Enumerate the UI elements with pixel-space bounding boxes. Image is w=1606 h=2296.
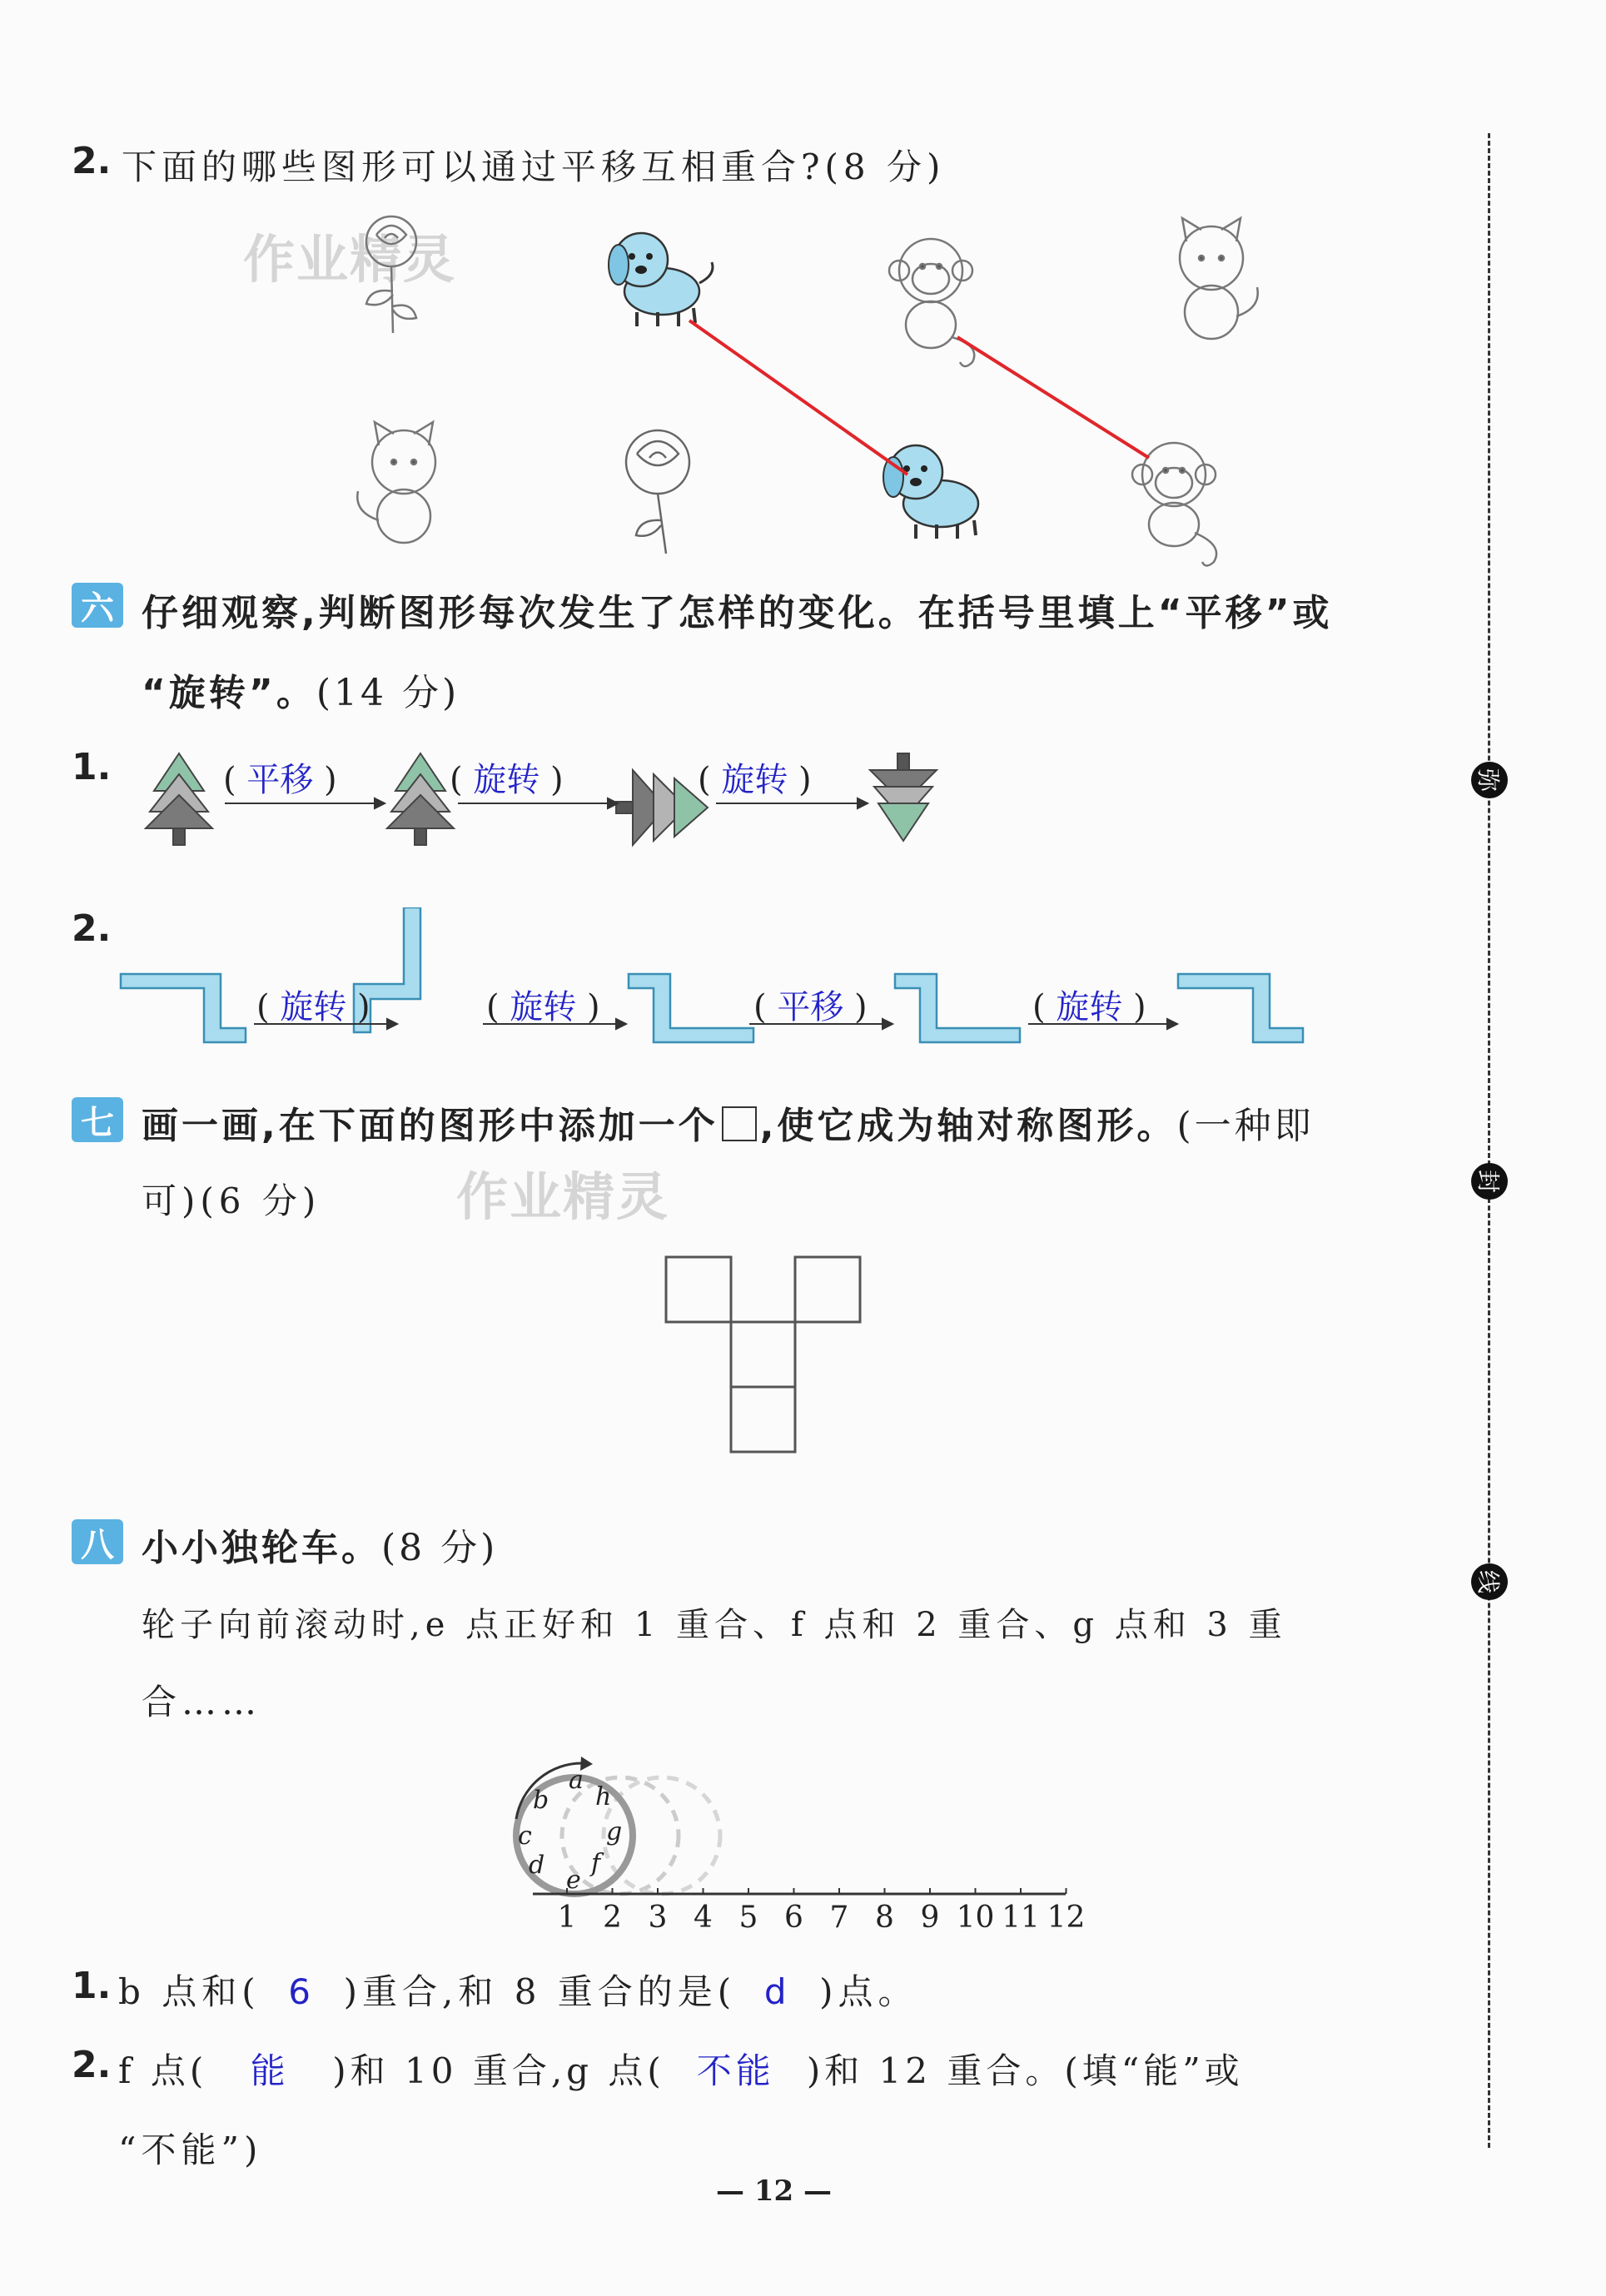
title-part: 小小独轮车。 bbox=[142, 1527, 381, 1569]
answer-text: 不能 bbox=[696, 2050, 775, 2091]
binding-mark: 弥 bbox=[1471, 762, 1508, 798]
answer-text: 旋转 bbox=[473, 761, 540, 799]
paren: ) bbox=[854, 988, 868, 1026]
question-text: 下面的哪些图形可以通过平移互相重合?(8 分) bbox=[122, 147, 946, 187]
text-part: )重合,和 8 重合的是( bbox=[343, 1971, 737, 2012]
paren: ( bbox=[698, 761, 711, 799]
wheel-letter: a bbox=[569, 1766, 584, 1795]
paren: ) bbox=[587, 988, 600, 1026]
page-number: — 12 — bbox=[716, 2174, 832, 2208]
answer-text: 旋转 bbox=[721, 761, 788, 799]
ruler-label: 1 bbox=[557, 1901, 577, 1935]
ruler-label: 2 bbox=[603, 1901, 622, 1935]
section-badge: 八 bbox=[72, 1519, 123, 1564]
rose-figure-2 bbox=[626, 430, 689, 554]
paren: ( bbox=[256, 988, 270, 1026]
wheel-letter: e bbox=[566, 1866, 581, 1895]
translation-figures bbox=[0, 0, 1606, 583]
paren: ( bbox=[753, 988, 767, 1026]
rose-figure bbox=[366, 216, 416, 333]
paren: ) bbox=[357, 988, 370, 1026]
section-points: (8 分) bbox=[381, 1527, 499, 1569]
match-line-monkey bbox=[957, 337, 1149, 458]
wheel-letter: h bbox=[595, 1782, 612, 1811]
square-figure bbox=[658, 1249, 874, 1474]
watermark: 作业精灵 bbox=[456, 1166, 670, 1227]
wheel-letter: c bbox=[518, 1821, 532, 1851]
answer-text: 能 bbox=[250, 2050, 290, 2091]
watermark: 作业精灵 bbox=[243, 229, 457, 290]
binding-dashed-line bbox=[1488, 133, 1490, 2148]
question-text bbox=[118, 1965, 918, 2015]
match-line-dog bbox=[689, 321, 907, 475]
section-title-line2 bbox=[142, 663, 460, 716]
answer-text: 旋转 bbox=[280, 988, 347, 1026]
monkey-figure-2 bbox=[1132, 443, 1216, 566]
ruler-label: 9 bbox=[920, 1901, 940, 1935]
wheel-ruler-figure bbox=[483, 1748, 1099, 1948]
tree-figure-4 bbox=[870, 753, 937, 841]
section-badge: 七 bbox=[72, 1097, 123, 1142]
answer-text: 旋转 bbox=[510, 988, 577, 1026]
question-text-line2: “不能”) bbox=[118, 2130, 263, 2170]
zshape-5 bbox=[1178, 974, 1303, 1042]
ruler-labels bbox=[558, 1901, 1086, 1935]
description: 轮子向前滚动时,e 点正好和 1 重合、f 点和 2 重合、g 点和 3 重 bbox=[142, 1606, 1287, 1644]
zshape-4 bbox=[895, 974, 1020, 1042]
answer-text: d bbox=[763, 1971, 792, 2012]
answer-slot bbox=[223, 753, 337, 801]
wheel-letter: d bbox=[529, 1851, 545, 1880]
ruler-label: 7 bbox=[829, 1901, 849, 1935]
question-number: 1. bbox=[72, 1965, 112, 2007]
section-title bbox=[142, 1518, 498, 1571]
text-part: f 点( bbox=[118, 2050, 208, 2091]
tree-figure-1 bbox=[146, 753, 212, 845]
paren: ) bbox=[798, 761, 812, 799]
answer-slot bbox=[256, 981, 370, 1028]
monkey-figure bbox=[889, 239, 974, 366]
title-part: (一种即 bbox=[1176, 1105, 1315, 1147]
question-number: 2. bbox=[72, 140, 112, 182]
cat-figure bbox=[1180, 218, 1258, 339]
text-part: )和 10 重合,g 点( bbox=[332, 2050, 665, 2091]
paren: ( bbox=[223, 761, 236, 799]
wheel-letter: b bbox=[533, 1786, 549, 1815]
row-number: 2. bbox=[72, 907, 112, 950]
section-title-text: “旋转”。 bbox=[142, 672, 316, 714]
section-title bbox=[142, 1096, 1315, 1149]
dog-figure bbox=[609, 233, 713, 326]
zshape-1 bbox=[121, 974, 246, 1042]
binding-mark: 线 bbox=[1471, 1563, 1508, 1600]
question-text bbox=[118, 2044, 1244, 2094]
binding-mark: 封 bbox=[1471, 1163, 1508, 1200]
answer-text: 平移 bbox=[777, 988, 844, 1026]
answer-text: 旋转 bbox=[1056, 988, 1123, 1026]
ruler-label: 8 bbox=[875, 1901, 894, 1935]
wheel-letter: g bbox=[606, 1817, 623, 1846]
section-title: 仔细观察,判断图形每次发生了怎样的变化。在括号里填上“平移”或 bbox=[142, 592, 1333, 634]
ruler-label: 10 bbox=[956, 1901, 995, 1935]
paren: ( bbox=[486, 988, 500, 1026]
text-part: )和 12 重合。(填“能”或 bbox=[806, 2050, 1244, 2091]
row-number: 1. bbox=[72, 746, 112, 788]
ruler-label: 5 bbox=[738, 1901, 758, 1935]
wheel-letter: f bbox=[591, 1849, 601, 1878]
description-line2: 合…… bbox=[142, 1682, 262, 1722]
dog-figure-2 bbox=[883, 445, 978, 539]
ruler-label: 12 bbox=[1047, 1901, 1086, 1935]
cat-figure-2 bbox=[357, 422, 435, 543]
answer-slot bbox=[486, 981, 600, 1028]
paren: ( bbox=[450, 761, 463, 799]
answer-slot bbox=[698, 753, 812, 801]
text-part: )点。 bbox=[819, 1971, 918, 2012]
tree-figure-2 bbox=[387, 753, 454, 845]
answer-slot bbox=[450, 753, 564, 801]
section-title-line2: 可)(6 分) bbox=[142, 1180, 321, 1221]
answer-text: 6 bbox=[288, 1971, 316, 2012]
square-box-icon bbox=[722, 1106, 757, 1141]
answer-slot bbox=[1032, 981, 1146, 1028]
section-badge: 六 bbox=[72, 583, 123, 628]
paren: ) bbox=[550, 761, 564, 799]
section-points: (14 分) bbox=[316, 672, 460, 714]
text-part: b 点和( bbox=[118, 1971, 261, 2012]
tree-figure-3 bbox=[616, 770, 708, 845]
paren: ( bbox=[1032, 988, 1046, 1026]
answer-text: 平移 bbox=[246, 761, 314, 799]
ruler-label: 6 bbox=[784, 1901, 803, 1935]
title-part: 画一画,在下面的图形中添加一个 bbox=[142, 1105, 718, 1147]
paren: ) bbox=[1133, 988, 1146, 1026]
zshape-3 bbox=[629, 974, 753, 1042]
ruler-label: 3 bbox=[648, 1901, 668, 1935]
paren: ) bbox=[324, 761, 337, 799]
answer-slot bbox=[753, 981, 868, 1028]
ruler-label: 11 bbox=[1002, 1901, 1040, 1935]
ruler-label: 4 bbox=[694, 1901, 713, 1935]
title-part: ,使它成为轴对称图形。 bbox=[759, 1105, 1177, 1147]
question-number: 2. bbox=[72, 2044, 112, 2086]
